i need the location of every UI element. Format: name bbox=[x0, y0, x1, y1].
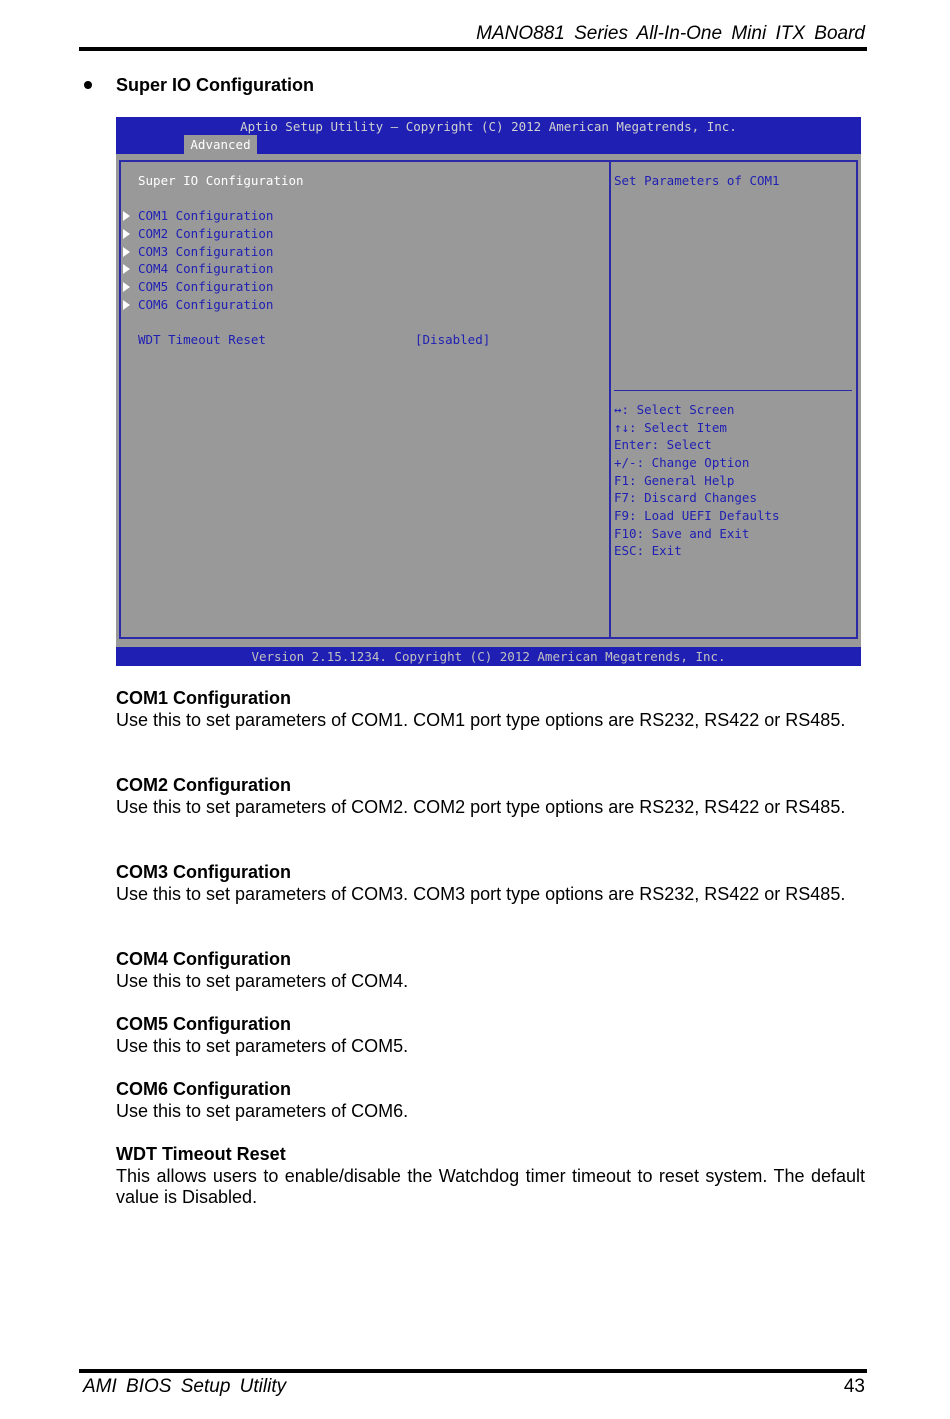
desc-text: Use this to set parameters of COM5. bbox=[116, 1035, 409, 1056]
desc-heading: COM5 Configuration bbox=[116, 1014, 291, 1034]
arrow-right-icon bbox=[123, 247, 130, 257]
desc-text: Use this to set parameters of COM2. COM2 port type options are RS232, RS422 or RS485. bbox=[116, 796, 846, 817]
desc-com6 bbox=[116, 1079, 865, 1122]
wdt-timeout-select[interactable]: [Disabled] bbox=[415, 332, 491, 347]
tab-advanced[interactable]: Advanced bbox=[184, 135, 257, 154]
footer-title: AMI BIOS Setup Utility bbox=[83, 1376, 287, 1397]
desc-heading: COM4 Configuration bbox=[116, 949, 291, 969]
desc-heading: COM1 Configuration bbox=[116, 688, 291, 708]
menu-item-com6[interactable]: COM6 Configuration bbox=[123, 297, 273, 312]
desc-wdt bbox=[116, 1144, 865, 1209]
bios-title-bar bbox=[116, 117, 861, 154]
desc-heading: COM3 Configuration bbox=[116, 862, 291, 882]
bios-help-divider bbox=[614, 390, 852, 391]
bios-help-text: Set Parameters of COM1 bbox=[614, 173, 780, 188]
desc-text: Use this to set parameters of COM1. COM1 port type options are RS232, RS422 or RS485. bbox=[116, 709, 846, 730]
menu-item-com5[interactable]: COM5 Configuration bbox=[123, 279, 273, 294]
desc-com2 bbox=[116, 775, 865, 818]
desc-com1 bbox=[116, 688, 865, 731]
bios-divider bbox=[609, 162, 611, 637]
key-hint: F7: Discard Changes bbox=[614, 490, 757, 505]
desc-heading: COM2 Configuration bbox=[116, 775, 291, 795]
arrow-right-icon bbox=[123, 282, 130, 292]
desc-text: Use this to set parameters of COM4. bbox=[116, 970, 409, 991]
desc-heading: COM6 Configuration bbox=[116, 1079, 291, 1099]
bios-screenshot bbox=[116, 117, 861, 666]
key-hint: F1: General Help bbox=[614, 473, 735, 488]
menu-item-com2[interactable]: COM2 Configuration bbox=[123, 226, 273, 241]
arrow-right-icon bbox=[123, 229, 130, 239]
bios-page-title: Super IO Configuration bbox=[138, 173, 304, 188]
desc-heading: WDT Timeout Reset bbox=[116, 1144, 286, 1164]
key-hint: ↑↓: Select Item bbox=[614, 420, 727, 435]
bios-title: Aptio Setup Utility – Copyright (C) 2012 American Megatrends, Inc. bbox=[240, 119, 737, 134]
arrow-right-icon bbox=[123, 211, 130, 221]
header-title: MANO881 Series All-In-One Mini ITX Board bbox=[476, 23, 865, 44]
arrow-right-icon bbox=[123, 300, 130, 310]
menu-item-com1[interactable]: COM1 Configuration bbox=[123, 208, 273, 223]
desc-com4 bbox=[116, 949, 865, 992]
wdt-timeout-label: WDT Timeout Reset bbox=[138, 332, 266, 347]
bios-version-bar: Version 2.15.1234. Copyright (C) 2012 American Megatrends, Inc. bbox=[116, 647, 861, 666]
menu-item-com4[interactable]: COM4 Configuration bbox=[123, 261, 273, 276]
desc-text: This allows users to enable/disable the Watchdog timer timeout to reset system. The default value is Disabled. bbox=[116, 1165, 865, 1207]
desc-text: Use this to set parameters of COM3. COM3 port type options are RS232, RS422 or RS485. bbox=[116, 883, 846, 904]
bullet-icon bbox=[84, 81, 92, 89]
page-number: 43 bbox=[843, 1376, 865, 1397]
key-hint: Enter: Select bbox=[614, 437, 712, 452]
desc-com5 bbox=[116, 1014, 865, 1057]
footer-rule bbox=[79, 1369, 867, 1373]
desc-text: Use this to set parameters of COM6. bbox=[116, 1100, 409, 1121]
menu-item-com3[interactable]: COM3 Configuration bbox=[123, 244, 273, 259]
desc-com3 bbox=[116, 862, 865, 905]
section-heading bbox=[81, 75, 314, 96]
key-hint: F9: Load UEFI Defaults bbox=[614, 508, 780, 523]
key-hint: +/-: Change Option bbox=[614, 455, 750, 470]
arrow-right-icon bbox=[123, 264, 130, 274]
key-hint: F10: Save and Exit bbox=[614, 526, 750, 541]
header-rule bbox=[79, 47, 867, 51]
key-hint: ↔: Select Screen bbox=[614, 402, 735, 417]
section-title: Super IO Configuration bbox=[116, 75, 314, 95]
key-hint: ESC: Exit bbox=[614, 543, 682, 558]
